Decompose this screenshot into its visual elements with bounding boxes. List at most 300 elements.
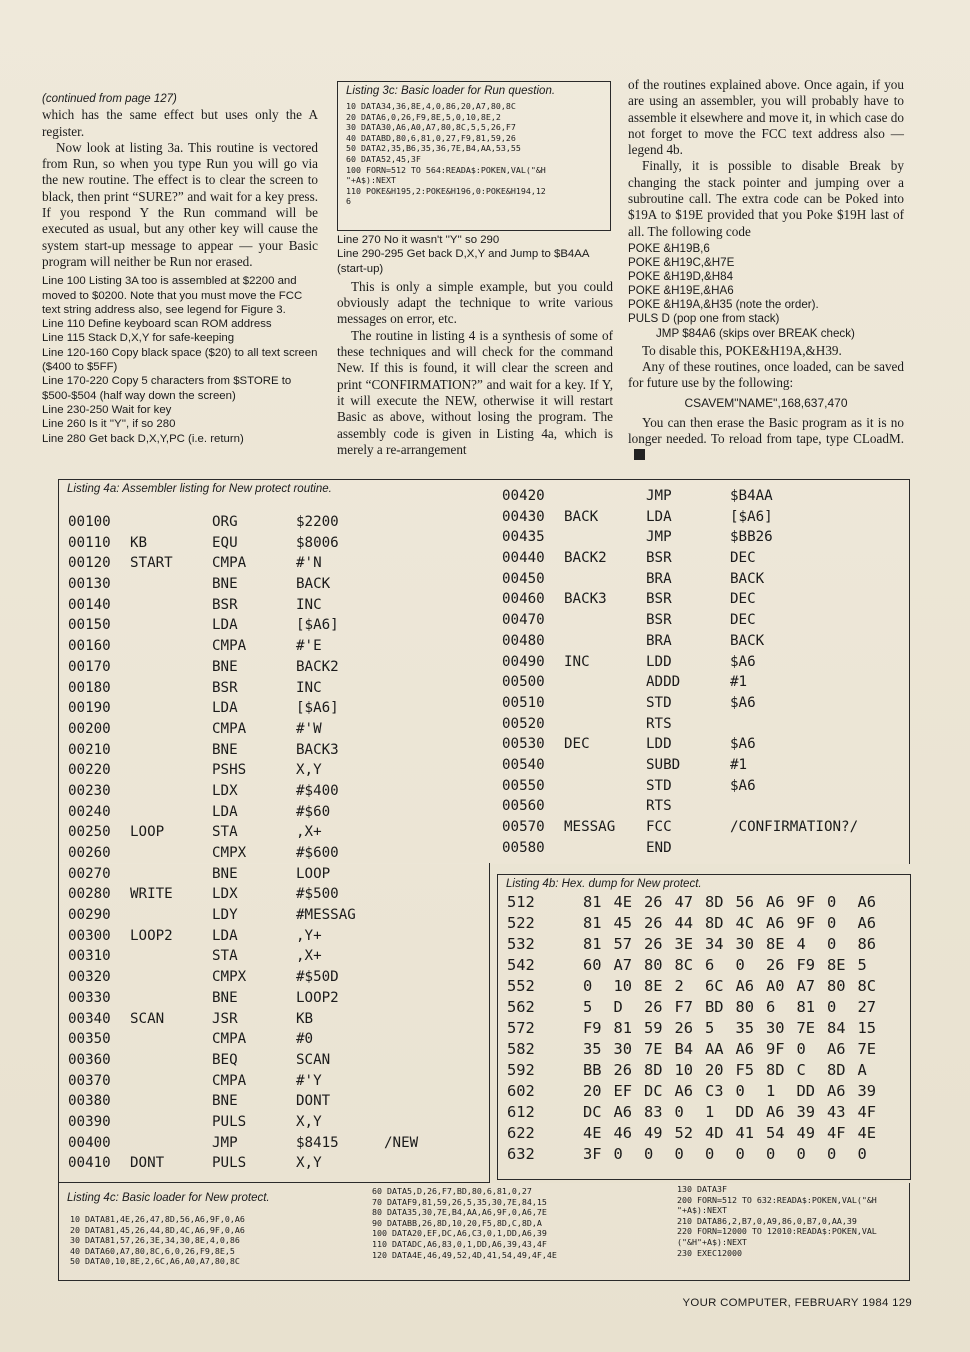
asm-line-number: 00250 (68, 824, 111, 841)
asm-operand: #1 (730, 756, 748, 773)
col3-paragraph-4: Any of these routines, once loaded, can be saved for future use by the following: (628, 358, 904, 391)
asm-line (68, 760, 488, 781)
code-line: 50 DATA2,35,B6,35,36,7E,B4,AA,53,55 (346, 143, 521, 154)
hex-byte: 4E (857, 1124, 877, 1142)
hex-byte: DD (796, 1082, 816, 1100)
hex-byte: F7 (674, 998, 694, 1016)
code-line: 20 DATA81,45,26,44,8D,4C,A6,9F,0,A6 (70, 1224, 245, 1235)
asm-opcode: END (646, 839, 672, 856)
asm-line-number: 00330 (68, 989, 111, 1006)
asm-operand: $A6 (730, 777, 756, 794)
asm-operand: INC (296, 596, 322, 613)
asm-line-number: 00500 (502, 674, 545, 691)
code-line: "+A$):NEXT (346, 175, 396, 186)
asm-line-number: 00110 (68, 534, 111, 551)
legend-line: Line 280 Get back D,X,Y,PC (i.e. return) (42, 432, 244, 445)
hex-byte: 8E (766, 935, 785, 953)
hex-byte: 60 (583, 956, 602, 974)
code-line: 90 DATABB,26,8D,10,20,F5,8D,C,8D,A (372, 1217, 542, 1228)
hex-byte: 49 (796, 1124, 816, 1142)
asm-line (68, 678, 488, 699)
asm-opcode: LDX (212, 782, 238, 799)
hex-byte: 4E (613, 893, 633, 911)
code-line: 30 DATA30,A6,A0,A7,80,8C,5,5,26,F7 (346, 122, 516, 133)
hex-byte: 8D (827, 1061, 846, 1079)
asm-operand: INC (296, 679, 322, 696)
hex-byte: 26 (644, 998, 663, 1016)
col1-paragraph-1: which has the same effect but uses only the A register. (42, 107, 318, 139)
asm-label: BACK3 (564, 591, 607, 608)
hex-byte: 9F (766, 1040, 785, 1058)
listing-4a-title: Listing 4a: Assembler listing for New protect routine. (67, 483, 332, 495)
asm-operand: #$60 (296, 803, 331, 820)
asm-opcode: JSR (212, 1010, 238, 1027)
asm-opcode: ORG (212, 514, 238, 530)
asm-line (502, 631, 902, 652)
asm-opcode: BSR (646, 612, 672, 629)
asm-operand: BACK (730, 570, 765, 587)
hex-byte: 81 (796, 998, 816, 1016)
asm-opcode: JMP (646, 529, 672, 546)
hex-byte: 10 (674, 1061, 694, 1079)
asm-line-number: 00360 (68, 1051, 111, 1068)
hex-byte: A6 (857, 893, 877, 911)
asm-line-number: 00450 (502, 570, 545, 587)
asm-opcode: BNE (212, 865, 238, 882)
hex-row (507, 1081, 907, 1102)
hex-byte: 8D (705, 914, 724, 932)
hex-byte: 4D (705, 1124, 724, 1142)
hex-byte: 81 (583, 893, 602, 911)
asm-opcode: BNE (212, 576, 238, 593)
hex-byte: A6 (857, 914, 877, 932)
hex-byte: 3E (674, 935, 694, 953)
asm-operand: X,Y (296, 1155, 322, 1172)
asm-operand: /CONFIRMATION?/ (730, 819, 859, 835)
column-1 (42, 91, 318, 446)
asm-line-number: 00160 (68, 638, 111, 655)
asm-line (68, 595, 488, 616)
listing-3c-box (337, 81, 611, 231)
poke-line: POKE &H19B,6 (628, 241, 710, 255)
asm-operand: X,Y (296, 762, 322, 779)
asm-opcode: CMPA (212, 555, 247, 572)
code-line: 220 FORN=12000 TO 12010:READA$:POKEN,VAL (677, 1226, 877, 1237)
code-line: 100 DATA20,EF,DC,A6,C3,0,1,DD,A6,39 (372, 1228, 547, 1239)
listing-4c-col-b (372, 1186, 557, 1260)
asm-line-number: 00470 (502, 612, 545, 629)
hex-byte: 8C (674, 956, 694, 974)
hex-byte: 0 (644, 1145, 654, 1163)
asm-operand: ,X+ (296, 824, 322, 841)
hex-byte: 8C (857, 977, 877, 995)
asm-operand: BACK (296, 576, 331, 593)
hex-byte: 5 (583, 998, 593, 1016)
asm-line (68, 1133, 488, 1154)
asm-label: DONT (130, 1155, 165, 1172)
hex-byte: 10 (613, 977, 633, 995)
asm-line (68, 1050, 488, 1071)
asm-opcode: BEQ (212, 1051, 238, 1068)
asm-opcode: ADDD (646, 674, 681, 691)
listing-4b-title: Listing 4b: Hex. dump for New protect. (506, 878, 702, 890)
asm-line (68, 1091, 488, 1112)
asm-line (502, 548, 902, 569)
hex-byte: 41 (735, 1124, 755, 1142)
asm-opcode: BNE (212, 989, 238, 1006)
asm-line (68, 740, 488, 761)
asm-operand: $8415 (296, 1134, 339, 1151)
code-line: 60 DATA52,45,3F (346, 153, 421, 164)
asm-line (68, 657, 488, 678)
asm-label: LOOP (130, 824, 165, 841)
hex-byte: 80 (827, 977, 846, 995)
asm-line-number: 00390 (68, 1113, 111, 1130)
asm-line-number: 00430 (502, 508, 545, 525)
code-line: 110 DATADC,A6,83,0,1,DD,A6,39,43,4F (372, 1238, 547, 1249)
code-line: 100 FORN=512 TO 564:READA$:POKEN,VAL("&H (346, 164, 546, 175)
col3-paragraph-1: of the routines explained above. Once again, if you are using an assembler, you will probably have to assemble it elsewhere and move it, in which case do not forget to move the FCC text address also — legend 4b. (628, 77, 904, 158)
hex-byte: 8E (644, 977, 663, 995)
hex-byte: 26 (674, 1019, 694, 1037)
asm-opcode: STA (212, 824, 238, 841)
hex-byte: 6 (766, 998, 776, 1016)
code-line: 70 DATAF9,81,59,26,5,35,30,7E,84,15 (372, 1196, 547, 1207)
hex-byte: 59 (644, 1019, 663, 1037)
hex-row (507, 976, 907, 997)
code-line: ("&H"+A$):NEXT (677, 1236, 747, 1247)
asm-opcode: JMP (212, 1134, 238, 1151)
hex-byte: 4 (796, 935, 806, 953)
col2-paragraph-1: This is only a simple example, but you could obviously adapt the technique to write various messages on error, etc. (337, 278, 613, 327)
asm-line-number: 00435 (502, 529, 545, 546)
hex-byte: A (857, 1061, 867, 1079)
hex-byte: 26 (644, 914, 663, 932)
asm-operand: #'E (296, 638, 322, 655)
hex-byte: 0 (827, 1145, 837, 1163)
asm-label: BACK2 (564, 550, 607, 567)
hex-byte: 1 (766, 1082, 776, 1100)
listing-4a-right-code (502, 486, 902, 858)
hex-byte: 0 (735, 956, 745, 974)
asm-opcode: BSR (646, 550, 672, 567)
hex-address: 592 (507, 1061, 535, 1079)
asm-operand: #1 (730, 674, 748, 691)
hex-byte: 35 (583, 1040, 602, 1058)
code-line: "+A$):NEXT (677, 1205, 727, 1216)
hex-byte: 81 (583, 935, 602, 953)
asm-line-number: 00530 (502, 736, 545, 753)
code-line: 230 EXEC12000 (677, 1247, 742, 1258)
hex-byte: 83 (644, 1103, 663, 1121)
asm-line-number: 00540 (502, 756, 545, 773)
hex-byte: 26 (644, 893, 663, 911)
hex-address: 582 (507, 1040, 535, 1058)
asm-line (68, 884, 488, 905)
hex-row (507, 913, 907, 934)
legend-line: Line 290-295 Get back D,X,Y and Jump to $B4AA (start-up) (337, 248, 589, 275)
hex-row (507, 955, 907, 976)
asm-operand: DONT (296, 1093, 331, 1110)
code-line: 200 FORN=512 TO 632:READA$:POKEN,VAL("&H (677, 1194, 877, 1205)
asm-label: DEC (564, 736, 590, 753)
asm-label: BACK (564, 508, 599, 525)
col2-paragraph-2: The routine in listing 4 is a synthesis of some of these techniques and will check for the command New. If this is found, it will clear the screen and print “CONFIRMATION?” and wait for a key. If Y, it will execute the NEW, otherwise it will restart Basic as above, without losing the program. The assembly code is given in Listing 4a, which is merely a re-arrangement (337, 327, 613, 457)
asm-line-number: 00570 (502, 819, 545, 835)
asm-opcode: JMP (646, 488, 672, 504)
asm-line (68, 533, 488, 554)
asm-operand: DEC (730, 550, 756, 567)
asm-line-number: 00220 (68, 762, 111, 779)
hex-byte: 7E (857, 1040, 877, 1058)
hex-byte: 0 (857, 1145, 867, 1163)
asm-opcode: LDA (212, 803, 238, 820)
asm-line-number: 00340 (68, 1010, 111, 1027)
asm-opcode: LDD (646, 653, 672, 670)
asm-line-number: 00300 (68, 927, 111, 944)
asm-line-number: 00200 (68, 720, 111, 737)
listing-4c-col-c (677, 1184, 877, 1258)
hex-row (507, 1123, 907, 1144)
asm-opcode: PULS (212, 1113, 247, 1130)
listing-4c-col-a (70, 1214, 245, 1267)
asm-line (68, 574, 488, 595)
asm-opcode: STA (212, 948, 238, 965)
asm-line-number: 00480 (502, 632, 545, 649)
hex-byte: F9 (583, 1019, 602, 1037)
asm-operand: $A6 (730, 736, 756, 753)
hex-byte: 6 (705, 956, 715, 974)
asm-opcode: CMPA (212, 1072, 247, 1089)
hex-byte: 9F (796, 914, 816, 932)
asm-line (502, 714, 902, 735)
hex-byte: 43 (827, 1103, 846, 1121)
asm-operand: BACK2 (296, 658, 339, 675)
asm-opcode: CMPX (212, 969, 247, 986)
asm-line (68, 1153, 488, 1174)
col2-legend (337, 233, 613, 276)
hex-byte: EF (613, 1082, 633, 1100)
asm-label: WRITE (130, 886, 173, 903)
asm-opcode: STD (646, 694, 672, 711)
continued-note: (continued from page 127) (42, 93, 177, 105)
hex-byte: 4F (857, 1103, 877, 1121)
column-2 (337, 233, 613, 458)
hex-byte: 0 (827, 914, 837, 932)
hex-byte: 54 (766, 1124, 785, 1142)
asm-opcode: LDA (212, 617, 238, 634)
hex-byte: 20 (705, 1061, 724, 1079)
asm-opcode: CMPA (212, 720, 247, 737)
asm-operand: $A6 (730, 694, 756, 711)
poke-line: POKE &H19E,&HA6 (628, 284, 734, 298)
hex-byte: 20 (583, 1082, 602, 1100)
asm-opcode: BRA (646, 570, 672, 587)
asm-line (68, 698, 488, 719)
hex-byte: 8D (644, 1061, 663, 1079)
asm-line (502, 796, 902, 817)
asm-line (502, 755, 902, 776)
poke-line: POKE &H19A,&H35 (note the order). (628, 298, 819, 312)
hex-byte: D (613, 998, 623, 1016)
asm-opcode: RTS (646, 715, 672, 732)
asm-line-number: 00440 (502, 550, 545, 567)
hex-byte: DC (644, 1082, 663, 1100)
hex-byte: 57 (613, 935, 633, 953)
hex-byte: 34 (705, 935, 724, 953)
asm-operand: [$A6] (296, 700, 339, 717)
hex-byte: 8E (827, 956, 846, 974)
asm-line-number: 00240 (68, 803, 111, 820)
hex-byte: 26 (766, 956, 785, 974)
asm-opcode: BSR (212, 679, 238, 696)
legend-line: Line 270 No it wasn't ''Y'' so 290 (337, 234, 500, 246)
asm-line-number: 00190 (68, 700, 111, 717)
hex-byte: 26 (613, 1061, 633, 1079)
hex-byte: 0 (735, 1082, 745, 1100)
asm-line (502, 569, 902, 590)
hex-byte: 81 (613, 1019, 633, 1037)
asm-opcode: LDA (212, 700, 238, 717)
hex-byte: 0 (735, 1145, 745, 1163)
asm-comment: /NEW (384, 1134, 419, 1151)
asm-operand: LOOP (296, 865, 331, 882)
asm-opcode: RTS (646, 798, 672, 815)
hex-address: 622 (507, 1124, 535, 1142)
asm-opcode: CMPX (212, 845, 247, 861)
asm-opcode: BNE (212, 741, 238, 758)
hex-address: 632 (507, 1145, 535, 1163)
asm-label: MESSAG (564, 819, 616, 835)
asm-line (68, 553, 488, 574)
asm-operand: #$600 (296, 845, 339, 861)
hex-byte: A0 (766, 977, 785, 995)
hex-row (507, 1144, 907, 1165)
asm-operand: #'W (296, 720, 322, 737)
hex-byte: 0 (827, 935, 837, 953)
asm-line-number: 00180 (68, 679, 111, 696)
hex-byte: BD (705, 998, 724, 1016)
asm-line (502, 610, 902, 631)
code-line: 210 DATA86,2,B7,0,A9,86,0,B7,0,AA,39 (677, 1215, 857, 1226)
col3-paragraph-3: To disable this, POKE&H19A,&H39. (642, 342, 842, 358)
hex-byte: 4F (827, 1124, 846, 1142)
hex-byte: 15 (857, 1019, 877, 1037)
asm-line (68, 843, 488, 864)
col3-paragraph-2: Finally, it is possible to disable Break by changing the stack pointer and jumping over a subroutine call. The extra code can be Poked into $19A to $19E provided that you Poke $19H last of all. The following code (628, 158, 904, 239)
hex-byte: 0 (827, 998, 837, 1016)
poke-line: JMP $84A6 (skips over BREAK check) (656, 326, 855, 340)
hex-byte: 46 (613, 1124, 633, 1142)
poke-line: PULS D (pop one from stack) (628, 312, 780, 326)
hex-byte: 0 (674, 1103, 684, 1121)
asm-line-number: 00230 (68, 782, 111, 799)
asm-operand: ,Y+ (296, 927, 322, 944)
asm-line (502, 672, 902, 693)
poke-line: POKE &H19C,&H7E (628, 256, 735, 270)
asm-line-number: 00420 (502, 488, 545, 504)
hex-byte: 84 (827, 1019, 846, 1037)
hex-address: 602 (507, 1082, 535, 1100)
code-line: 60 DATA5,D,26,F7,BD,80,6,81,0,27 (372, 1186, 532, 1196)
hex-byte: A6 (827, 1082, 846, 1100)
asm-line (68, 946, 488, 967)
asm-line-number: 00560 (502, 798, 545, 815)
asm-operand: ,X+ (296, 948, 322, 965)
hex-byte: 39 (857, 1082, 877, 1100)
asm-line (502, 486, 902, 507)
hex-byte: 86 (857, 935, 877, 953)
code-line: 80 DATA35,30,7E,B4,AA,A6,9F,0,A6,7E (372, 1207, 547, 1218)
hex-byte: 5 (705, 1019, 715, 1037)
hex-byte: A6 (766, 1103, 785, 1121)
hex-byte: A6 (766, 914, 785, 932)
asm-line-number: 00370 (68, 1072, 111, 1089)
hex-byte: 81 (583, 914, 602, 932)
asm-line (68, 864, 488, 885)
hex-byte: 4E (583, 1124, 602, 1142)
hex-row (507, 997, 907, 1018)
asm-label: START (130, 555, 173, 572)
asm-line (68, 636, 488, 657)
asm-operand: #MESSAG (296, 907, 356, 924)
asm-line-number: 00580 (502, 839, 545, 856)
hex-row (507, 1060, 907, 1081)
hex-byte: DC (583, 1103, 602, 1121)
asm-line-number: 00460 (502, 591, 545, 608)
asm-opcode: BSR (212, 596, 238, 613)
asm-line-number: 00400 (68, 1134, 111, 1151)
asm-line (68, 719, 488, 740)
legend-line: Line 110 Define keyboard scan ROM address (42, 318, 272, 331)
asm-operand: [$A6] (296, 617, 339, 634)
hex-byte: 0 (827, 893, 837, 911)
legend-line: Line 260 Is it ''Y'', if so 280 (42, 418, 176, 431)
hex-byte: AA (705, 1040, 724, 1058)
hex-byte: C3 (705, 1082, 724, 1100)
asm-opcode: LDX (212, 886, 238, 903)
asm-opcode: LDA (212, 927, 238, 944)
asm-line-number: 00380 (68, 1093, 111, 1110)
hex-byte: A6 (766, 893, 785, 911)
asm-line-number: 00510 (502, 694, 545, 711)
code-line: 40 DATA60,A7,80,8C,6,0,26,F9,8E,5 (70, 1245, 235, 1256)
code-line: 110 POKE&H195,2:POKE&H196,0:POKE&H194,12 (346, 185, 546, 196)
asm-operand: BACK3 (296, 741, 339, 758)
asm-operand: $BB26 (730, 529, 773, 546)
asm-operand: #$50D (296, 969, 339, 986)
hex-address: 512 (507, 893, 535, 911)
hex-byte: 5 (857, 956, 867, 974)
hex-byte: BB (583, 1061, 602, 1079)
listing-4a-left-code (68, 512, 488, 1174)
asm-opcode: PSHS (212, 762, 247, 779)
asm-opcode: BNE (212, 1093, 238, 1110)
legend-line: Line 115 Stack D,X,Y for safe-keeping (42, 332, 235, 345)
hex-byte: 4C (735, 914, 755, 932)
hex-byte: 0 (674, 1145, 684, 1163)
asm-opcode: BNE (212, 658, 238, 675)
asm-operand: #$500 (296, 886, 339, 903)
asm-line (502, 734, 902, 755)
asm-operand: #'N (296, 555, 322, 572)
asm-operand: DEC (730, 612, 756, 629)
asm-line-number: 00520 (502, 715, 545, 732)
column-3 (628, 77, 904, 464)
page-footer: YOUR COMPUTER, FEBRUARY 1984 129 (682, 1297, 912, 1309)
asm-line (502, 776, 902, 797)
asm-operand: X,Y (296, 1113, 322, 1130)
